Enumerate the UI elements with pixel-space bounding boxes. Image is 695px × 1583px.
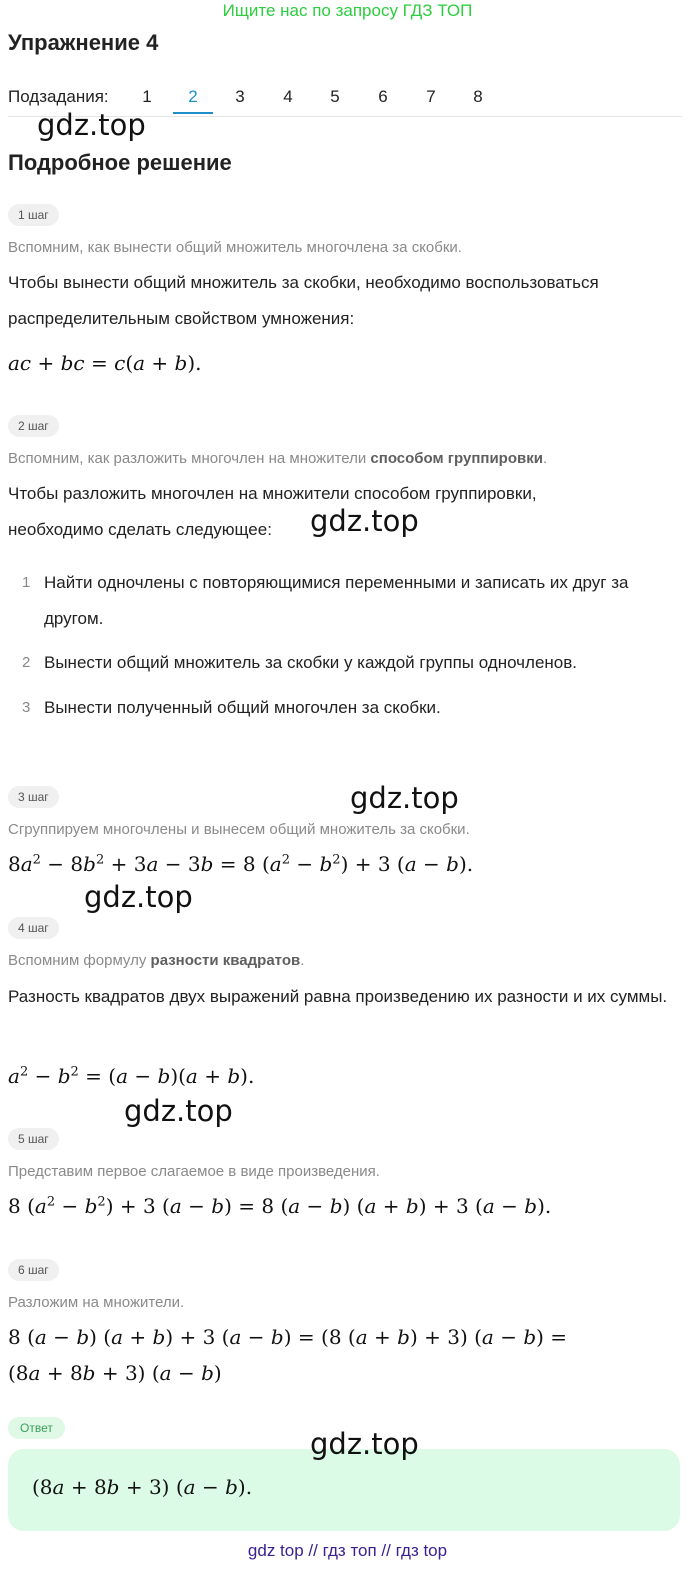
step-hint: Представим первое слагаемое в виде произведения. xyxy=(8,1163,380,1180)
step-badge: 1 шаг xyxy=(8,204,59,226)
formula-distributive: ac + bc = c(a + b). xyxy=(8,351,202,375)
watermark: gdz.top xyxy=(37,108,146,142)
subtask-tab-4[interactable]: 4 xyxy=(283,87,293,106)
section-title: Подробное решение xyxy=(8,150,232,175)
step-hint: Вспомним, как вынести общий множитель многочлена за скобки. xyxy=(8,239,462,256)
step-hint: Сгруппируем многочлены и вынесем общий множитель за скобки. xyxy=(8,821,470,838)
step-badge: 4 шаг xyxy=(8,917,59,939)
step-badge: 3 шаг xyxy=(8,786,59,808)
formula-grouping: $8a^2 - 8b^2 + 3a - 3b = 8$ $(a^2 - b^2) + 3$ (a − b). xyxy=(8,852,474,876)
watermark: gdz.top xyxy=(350,781,459,815)
step-text: Чтобы разложить многочлен на множители способом группировки, необходимо сделать следующее: xyxy=(8,484,537,539)
watermark: gdz.top xyxy=(310,1427,419,1461)
formula-factorization-line2: (8a + 8b + 3) (a − b) xyxy=(8,1361,222,1385)
subtask-tab-3[interactable]: 3 xyxy=(235,87,245,106)
answer-badge: Ответ xyxy=(8,1417,65,1439)
step-hint: Разложим на множители. xyxy=(8,1294,185,1311)
subtask-tab-8[interactable]: 8 xyxy=(473,87,483,106)
active-tab-indicator xyxy=(173,112,213,114)
list-text: Вынести полученный общий многочлен за скобки. xyxy=(44,698,441,717)
footer-links[interactable]: gdz top // гдз топ // гдз top xyxy=(247,1541,448,1560)
answer-formula: (8a + 8b + 3) (a − b). xyxy=(32,1475,253,1499)
formula-factorization-line1: 8 (a − b) (a + b) + 3 (a − b) = (8 (a + b) + 3) (a − b) = xyxy=(8,1325,568,1349)
subtask-tab-1[interactable]: 1 xyxy=(142,87,152,106)
list-number: 1 xyxy=(22,574,31,591)
search-banner[interactable]: Ищите нас по запросу ГДЗ ТОП xyxy=(222,1,473,20)
subtask-tab-2[interactable]: 2 xyxy=(188,87,198,106)
subtask-label: Подзадания: xyxy=(8,87,109,106)
list-text: Вынести общий множитель за скобки у каждой группы одночленов. xyxy=(44,653,578,672)
step-badge: 2 шаг xyxy=(8,415,59,437)
list-text: Найти одночлены с повторяющимися переменными и записать их друг за другом. xyxy=(44,573,629,628)
formula-difference-of-squares: $a^2 - b^2 = (a - b)(a + b)$. xyxy=(8,1064,255,1088)
watermark: gdz.top xyxy=(124,1094,233,1128)
list-number: 3 xyxy=(22,699,31,716)
subtask-tab-6[interactable]: 6 xyxy=(378,87,388,106)
list-number: 2 xyxy=(22,654,31,671)
watermark: gdz.top xyxy=(310,504,419,538)
step-hint: Вспомним формулу разности квадратов. xyxy=(8,952,305,969)
subtask-tab-7[interactable]: 7 xyxy=(426,87,436,106)
formula-product: 8 $(a^2 - b^2) + 3$ (a − b) = 8 (a − b) (a + b) + 3 (a − b). xyxy=(8,1194,552,1218)
step-text: Разность квадратов двух выражений равна произведению их разности и их суммы. xyxy=(8,987,668,1006)
step-badge: 5 шаг xyxy=(8,1128,59,1150)
list-item xyxy=(22,565,682,637)
list-item xyxy=(22,645,682,681)
step-hint: Вспомним, как разложить многочлен на множители способом группировки. xyxy=(8,450,548,467)
subtask-tab-5[interactable]: 5 xyxy=(330,87,340,106)
answer-box xyxy=(8,1449,680,1531)
page-title: Упражнение 4 xyxy=(8,30,159,55)
list-item xyxy=(22,690,682,726)
watermark: gdz.top xyxy=(84,880,193,914)
step-badge: 6 шаг xyxy=(8,1259,59,1281)
step-text: Чтобы вынести общий множитель за скобки, необходимо воспользоваться распределительным свойством умножения: xyxy=(8,273,599,328)
